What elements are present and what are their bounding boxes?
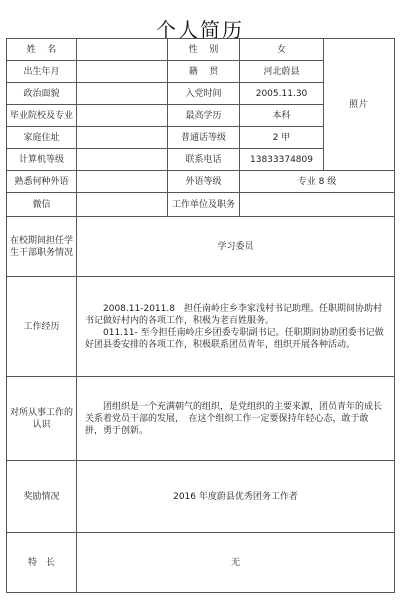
political-status-value	[77, 83, 168, 105]
foreign-language-value	[77, 171, 168, 193]
table-row	[7, 193, 395, 217]
address-label: 家庭住址	[7, 127, 77, 149]
party-join-date-value: 2005.11.30	[240, 83, 324, 105]
address-value	[77, 127, 168, 149]
page-title: 个人简历	[156, 18, 244, 42]
birth-value	[77, 61, 168, 83]
table-row	[7, 171, 395, 193]
mandarin-level-label: 普通话等级	[168, 127, 240, 149]
education-value: 本科	[240, 105, 324, 127]
computer-level-value	[77, 149, 168, 171]
wechat-value	[77, 193, 168, 217]
work-experience-paragraph: 2008.11-2011.8 担任南岭庄乡李家浅村书记助理。任职期间协助村书记做好村内的各项工作，积极为老百姓服务。	[85, 303, 382, 326]
school-duties-label: 在校期间担任学生干部职务情况	[7, 217, 77, 277]
school-duties-value: 学习委员	[77, 217, 395, 277]
school-major-value	[77, 105, 168, 127]
awards-value: 2016 年度蔚县优秀团务工作者	[77, 461, 395, 533]
computer-level-label: 计算机等级	[7, 149, 77, 171]
school-major-label: 毕业院校及专业	[7, 105, 77, 127]
work-experience-text	[77, 277, 395, 377]
table-row	[7, 461, 395, 533]
table-row	[7, 533, 395, 593]
work-experience-paragraph: 011.11- 至今担任南岭庄乡团委专职副书记。任职期间协助团委书记做好团县委安排的各项工作，积极联系团员青年，组织开展各种活动。	[85, 327, 384, 350]
table-row	[7, 217, 395, 277]
language-level-label: 外语等级	[168, 171, 240, 193]
phone-label: 联系电话	[168, 149, 240, 171]
gender-value: 女	[240, 39, 324, 61]
workplace-value	[240, 193, 395, 217]
table-row	[7, 39, 395, 61]
education-label: 最高学历	[168, 105, 240, 127]
table-row	[7, 277, 395, 377]
party-join-date-label: 入党时间	[168, 83, 240, 105]
foreign-language-label: 熟悉何种外语	[7, 171, 77, 193]
political-status-label: 政治面貌	[7, 83, 77, 105]
language-level-value: 专业 8 级	[240, 171, 395, 193]
native-place-label: 籍 贯	[168, 61, 240, 83]
gender-label: 性 别	[168, 39, 240, 61]
native-place-value: 河北蔚县	[240, 61, 324, 83]
view-paragraph: 团组织是一个充满朝气的组织，是党组织的主要来源，团员青年的成长关系着党员干部的发展， 在这个组织工作一定要保持年轻心态，敢于敢拼，勇于创新。	[85, 401, 383, 436]
specialty-label: 特 长	[7, 533, 77, 593]
birth-label: 出生年月	[7, 61, 77, 83]
workplace-label: 工作单位及职务	[168, 193, 240, 217]
view-label: 对所从事工作的认识	[7, 377, 77, 461]
awards-label: 奖励情况	[7, 461, 77, 533]
resume-table	[6, 38, 395, 593]
mandarin-level-value: 2 甲	[240, 127, 324, 149]
phone-value: 13833374809	[240, 149, 324, 171]
photo-box: 照片	[324, 39, 395, 171]
view-text	[77, 377, 395, 461]
name-label: 姓 名	[7, 39, 77, 61]
name-value	[77, 39, 168, 61]
specialty-value: 无	[77, 533, 395, 593]
work-experience-label: 工作经历	[7, 277, 77, 377]
table-row	[7, 377, 395, 461]
wechat-label: 微信	[7, 193, 77, 217]
